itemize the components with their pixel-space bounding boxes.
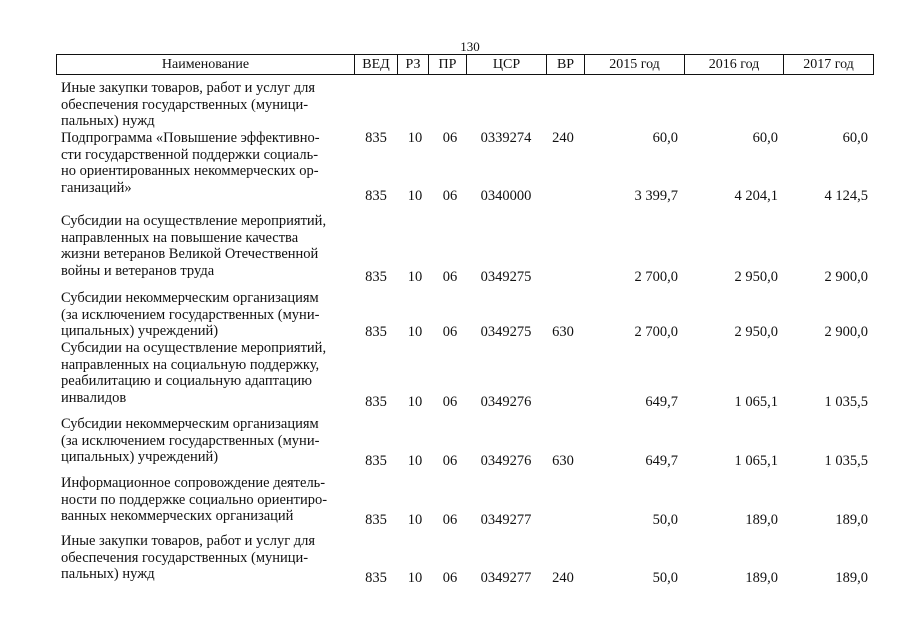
row-ved: 835	[365, 393, 387, 410]
header-ved: ВЕД	[354, 55, 397, 74]
row-2015: 649,7	[645, 452, 678, 469]
header-name: Наименование	[161, 57, 250, 72]
row-rz: 10	[407, 511, 423, 528]
row-ved: 835	[365, 511, 387, 528]
row-name: Информационное сопровождение деятель- ности по поддержке социально ориентиро- ванных некоммерческих организаций	[61, 475, 328, 524]
row-2015: 649,7	[645, 393, 678, 410]
row-pr: 06	[442, 393, 458, 410]
row-name: Иные закупки товаров, работ и услуг для обеспечения государственных (муници- пальных) нужд	[61, 80, 316, 129]
row-csr: 0349277	[480, 569, 532, 586]
row-vr: 630	[552, 323, 574, 340]
row-rz: 10	[407, 452, 423, 469]
row-csr: 0349275	[480, 323, 532, 340]
header-pr: ПР	[428, 55, 466, 74]
table-row	[0, 130, 905, 204]
row-pr: 06	[442, 452, 458, 469]
header-2017: 2017 год	[783, 55, 873, 74]
row-rz: 10	[407, 393, 423, 410]
row-ved: 835	[365, 569, 387, 586]
row-pr: 06	[442, 129, 458, 146]
row-ved: 835	[365, 452, 387, 469]
row-2015: 2 700,0	[634, 323, 678, 340]
row-csr: 0349275	[480, 268, 532, 285]
row-rz: 10	[407, 323, 423, 340]
row-name: Субсидии некоммерческим организациям (за исключением государственных (муни- ципальных) учреждений)	[61, 290, 320, 339]
row-vr: 240	[552, 129, 574, 146]
table-row	[0, 290, 905, 340]
row-2015: 2 700,0	[634, 268, 678, 285]
header-2015: 2015 год	[584, 55, 684, 74]
row-ved: 835	[365, 323, 387, 340]
row-name: Подпрограмма «Повышение эффективно- сти государственной поддержки социаль- но ориентированных некоммерческих ор- ганизаций»	[61, 130, 320, 196]
row-vr: 240	[552, 569, 574, 586]
row-2016: 1 065,1	[734, 393, 778, 410]
table-row	[0, 340, 905, 410]
row-2017: 189,0	[835, 511, 868, 528]
table-row	[0, 416, 905, 469]
row-csr: 0349276	[480, 452, 532, 469]
header-2016: 2016 год	[684, 55, 783, 74]
row-2015: 50,0	[652, 569, 678, 586]
row-2016: 1 065,1	[734, 452, 778, 469]
page-number: 130	[460, 39, 480, 54]
row-2017: 189,0	[835, 569, 868, 586]
row-2016: 4 204,1	[734, 187, 778, 204]
row-name: Субсидии на осуществление мероприятий, направленных на повышение качества жизни ветеранов Великой Отечественной войны и ветеранов труда	[61, 213, 327, 279]
row-pr: 06	[442, 511, 458, 528]
row-csr: 0349277	[480, 511, 532, 528]
row-2017: 1 035,5	[824, 393, 868, 410]
header-rz: РЗ	[397, 55, 428, 74]
row-2017: 4 124,5	[824, 187, 868, 204]
row-csr: 0340000	[480, 187, 532, 204]
table-row	[0, 533, 905, 586]
row-csr: 0349276	[480, 393, 532, 410]
row-2015: 60,0	[652, 129, 678, 146]
header-vr: ВР	[546, 55, 584, 74]
row-rz: 10	[407, 268, 423, 285]
row-ved: 835	[365, 187, 387, 204]
row-pr: 06	[442, 569, 458, 586]
row-2015: 3 399,7	[634, 187, 678, 204]
row-2017: 1 035,5	[824, 452, 868, 469]
row-ved: 835	[365, 268, 387, 285]
table-row	[0, 475, 905, 528]
table-row	[0, 213, 905, 285]
row-2017: 60,0	[842, 129, 868, 146]
row-rz: 10	[407, 569, 423, 586]
header-csr: ЦСР	[466, 55, 546, 74]
row-pr: 06	[442, 268, 458, 285]
row-pr: 06	[442, 187, 458, 204]
row-name: Иные закупки товаров, работ и услуг для обеспечения государственных (муници- пальных) нужд	[61, 533, 316, 582]
row-csr: 0339274	[480, 129, 532, 146]
row-2016: 2 950,0	[734, 323, 778, 340]
row-2017: 2 900,0	[824, 268, 868, 285]
row-pr: 06	[442, 323, 458, 340]
row-2016: 189,0	[745, 569, 778, 586]
row-2015: 50,0	[652, 511, 678, 528]
row-vr: 630	[552, 452, 574, 469]
row-2017: 2 900,0	[824, 323, 868, 340]
row-rz: 10	[407, 129, 423, 146]
row-name: Субсидии некоммерческим организациям (за исключением государственных (муни- ципальных) учреждений)	[61, 416, 320, 465]
row-name: Субсидии на осуществление мероприятий, направленных на социальную поддержку, реабилитацию и социальную адаптацию инвалидов	[61, 340, 327, 406]
row-ved: 835	[365, 129, 387, 146]
table-row	[0, 80, 905, 146]
row-2016: 189,0	[745, 511, 778, 528]
row-2016: 2 950,0	[734, 268, 778, 285]
row-rz: 10	[407, 187, 423, 204]
row-2016: 60,0	[752, 129, 778, 146]
table-header	[56, 54, 874, 75]
